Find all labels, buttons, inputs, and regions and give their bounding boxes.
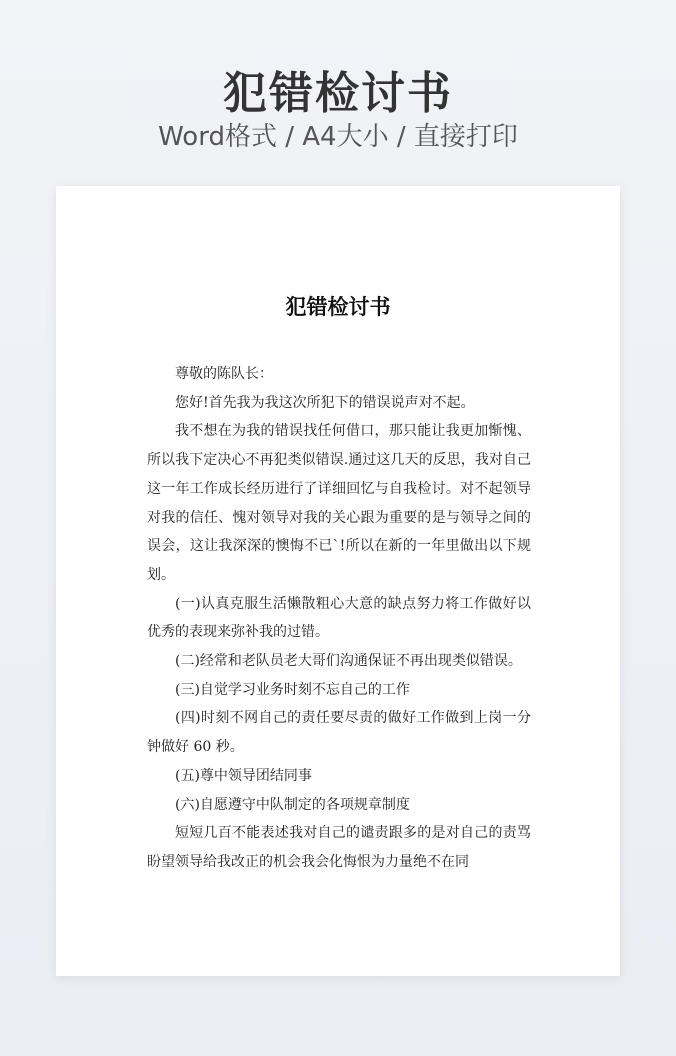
banner-subtitle: Word格式 / A4大小 / 直接打印 bbox=[158, 122, 518, 152]
salutation: 尊敬的陈队长： bbox=[175, 366, 273, 382]
document-title: 犯错检讨书 bbox=[285, 294, 391, 319]
plan-item-1: (一)认真克服生活懒散粗心大意的缺点努力将工作做好以优秀的表现来弥补我的过错。 bbox=[147, 595, 531, 641]
header-banner bbox=[0, 0, 676, 186]
plan-item-5: (五)尊中领导团结同事 bbox=[175, 767, 312, 784]
document-page bbox=[56, 186, 620, 976]
paragraph-closing: 短短几百不能表述我对自己的谴责跟多的是对自己的责骂盼望领导给我改正的机会我会化悔恨为力量绝不在同 bbox=[147, 825, 531, 870]
paragraph-greeting: 您好!首先我为我这次所犯下的错误说声对不起。 bbox=[175, 394, 475, 411]
paragraph-reflection: 我不想在为我的错误找任何借口，那只能让我更加惭愧、所以我下定决心不再犯类似错误.通过这几天的反思，我对自己这一年工作成长经历进行了详细回忆与自我检讨。对不起领导对我的信任、愧对领导对我的关心跟为重要的是与领导之间的误会，这让我深深的懊悔不已`!所以在新的一年里做出以下规划。 bbox=[147, 423, 531, 583]
banner-title: 犯错检讨书 bbox=[223, 68, 453, 119]
plan-item-2: (二)经常和老队员老大哥们沟通保证不再出现类似错误。 bbox=[175, 653, 522, 670]
plan-item-4: (四)时刻不网自己的责任要尽责的做好工作做到上岗一分钟做好 60 秒。 bbox=[147, 710, 531, 756]
plan-item-6: (六)自愿遵守中队制定的各项规章制度 bbox=[175, 796, 410, 813]
document-body bbox=[147, 360, 531, 877]
plan-item-3: (三)自觉学习业务时刻不忘自己的工作 bbox=[175, 681, 410, 698]
